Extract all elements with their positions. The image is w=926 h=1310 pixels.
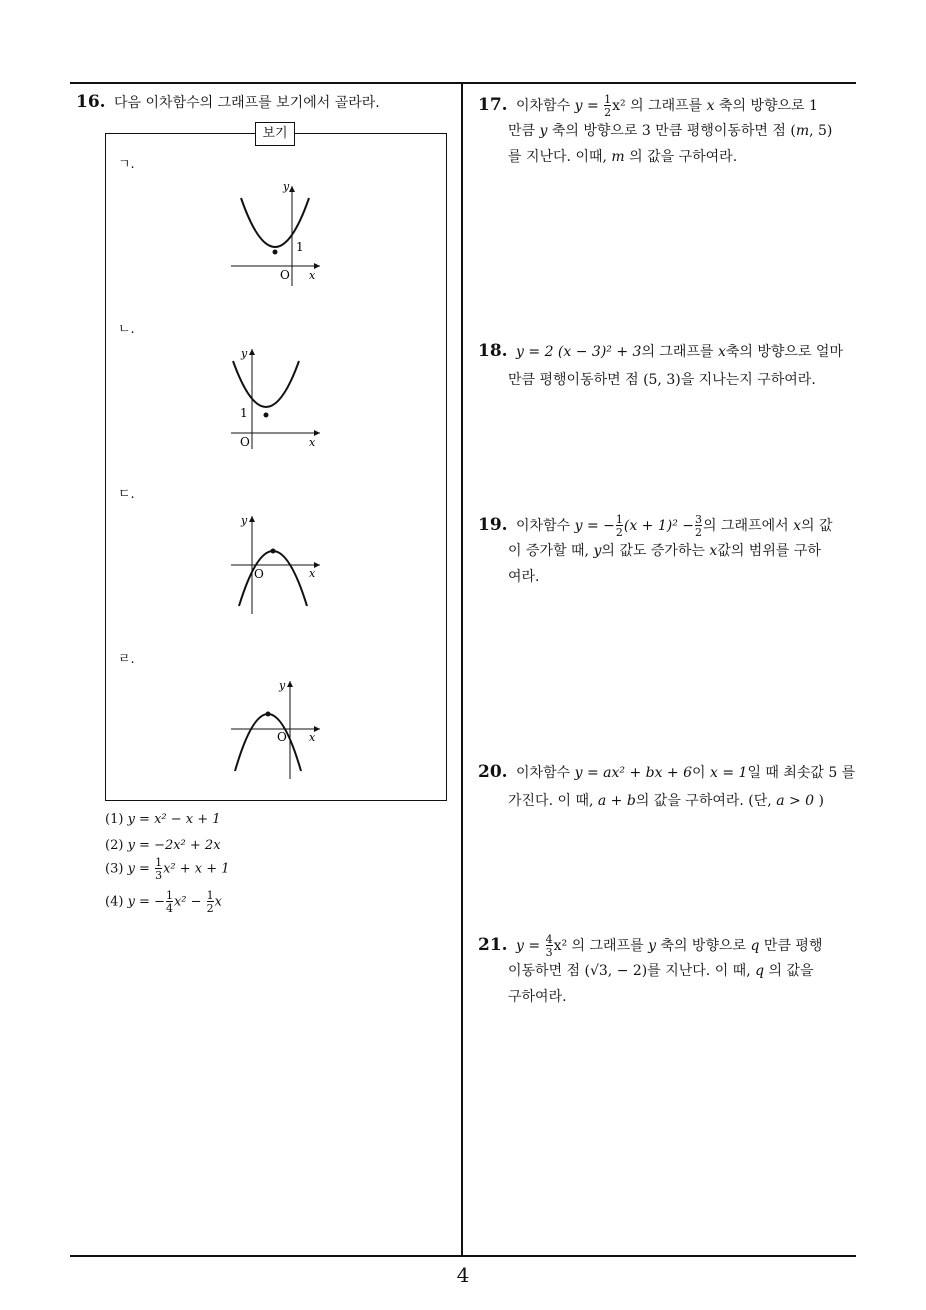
question-line (478, 120, 858, 140)
bogi-item-label: ㄹ. (118, 652, 135, 667)
question-number: 21. (478, 935, 508, 955)
y-intercept-label: 1 (240, 406, 248, 420)
question-line (478, 146, 858, 166)
origin-label: O (277, 730, 287, 744)
bogi-item-label: ㄱ. (118, 157, 135, 172)
origin-label: O (280, 268, 290, 282)
question-number: 18. (478, 341, 508, 361)
math-fragment: x (706, 98, 715, 114)
fraction (616, 514, 623, 538)
math-fragment: y (539, 123, 548, 139)
choice-expression-tail: x² + x + 1 (163, 861, 230, 877)
question-number: 17. (478, 95, 508, 115)
question-number: 19. (478, 515, 508, 535)
math-fragment: y (593, 543, 602, 559)
text-fragment: 의 값도 증가하는 (601, 543, 705, 559)
text-fragment: 가진다. 이 때, (508, 793, 594, 809)
math-fragment: y = 2 (x − 3)² + 3 (516, 344, 642, 360)
math-fragment: x = 1 (710, 765, 748, 781)
question-line: 여라. (508, 569, 540, 585)
question-line (478, 790, 858, 810)
y-axis-arrow (289, 186, 295, 192)
choice-expression-lead: y = (127, 861, 155, 877)
math-fragment: y (648, 938, 656, 954)
text-fragment: 의 값 (801, 518, 833, 534)
fraction (604, 94, 611, 118)
text-fragment: 의 값을 (768, 963, 814, 979)
text-fragment: 이차함수 (516, 765, 571, 781)
text-fragment: 의 그래프에서 (703, 518, 789, 534)
fraction (155, 857, 162, 881)
text-fragment: x² 의 그래프를 (612, 98, 703, 114)
question-line (478, 934, 858, 958)
denominator: 4 (165, 902, 173, 915)
choice-number: (4) (105, 894, 124, 910)
text-fragment: 이 (692, 765, 706, 781)
question-line (478, 341, 858, 361)
text-fragment: 값의 범위를 구하 (717, 543, 821, 559)
question-line (478, 762, 858, 782)
y-intercept-label: 1 (296, 240, 304, 254)
question-line (478, 960, 858, 980)
y-label: y (241, 347, 248, 360)
choice-number: (1) (105, 812, 124, 827)
parabola-curve (235, 714, 301, 771)
choice-expression-lead: y = − (127, 894, 165, 910)
bogi-label: 보기 (255, 122, 295, 146)
choice-number: (2) (105, 838, 124, 853)
text-fragment: 의 그래프를 (641, 344, 714, 360)
numerator: 4 (545, 933, 553, 946)
text-fragment: , 5) (809, 123, 833, 139)
choice-number: (3) (105, 861, 124, 877)
question-line (478, 94, 858, 118)
bottom-rule (70, 1255, 856, 1257)
text-fragment: 이차함수 (516, 98, 571, 114)
math-fragment: y = ax² + bx + 6 (574, 765, 693, 781)
parabola-curve (239, 551, 307, 606)
choice-expression: y = −2x² + 2x (127, 838, 221, 853)
math-fragment: y = − (574, 518, 615, 534)
top-rule (70, 82, 856, 84)
choice-2 (105, 838, 221, 853)
y-label: y (283, 180, 290, 193)
y-axis-arrow (287, 681, 293, 687)
question-18 (478, 341, 858, 389)
denominator: 2 (604, 106, 612, 119)
text-fragment: 축의 방향으로 1 (718, 98, 818, 114)
text-fragment: 이 증가할 때, (508, 543, 589, 559)
text-fragment: 축의 방향으로 (660, 938, 747, 954)
graph-rieul (225, 675, 325, 785)
bogi-item-label: ㄷ. (118, 487, 135, 502)
text-fragment: 이동하면 점 (√3, − 2)를 지난다. 이 때, (508, 963, 751, 979)
question-16 (76, 92, 380, 112)
text-fragment: 의 값을 구하여라. (단, (635, 793, 772, 809)
math-fragment: a > 0 (776, 793, 815, 809)
parabola-curve (233, 361, 299, 407)
question-number: 20. (478, 762, 508, 782)
denominator: 2 (615, 526, 623, 539)
text-fragment: 일 때 최솟값 5 를 (747, 765, 856, 781)
choice-expression: y = x² − x + 1 (127, 812, 221, 827)
graph-giyeok (225, 180, 325, 290)
fraction (546, 934, 553, 958)
question-number: 16. (76, 92, 106, 112)
denominator: 2 (695, 526, 703, 539)
vertex-point (264, 413, 269, 418)
text-fragment: 만큼 평행 (763, 938, 823, 954)
question-21 (478, 934, 858, 1006)
y-axis-arrow (249, 349, 255, 355)
math-fragment: (x + 1)² − (623, 518, 695, 534)
choice-expression-tail: x (214, 894, 223, 910)
text-fragment: 이차함수 (516, 518, 571, 534)
bogi-item-label: ㄴ. (118, 322, 135, 337)
question-text: 다음 이차함수의 그래프를 보기에서 골라라. (114, 95, 380, 111)
vertex-point (273, 250, 278, 255)
origin-label: O (240, 435, 250, 449)
math-fragment: x (709, 543, 718, 559)
math-fragment: a + b (597, 793, 636, 809)
denominator: 2 (206, 902, 214, 915)
math-fragment: x (717, 344, 726, 360)
fraction (695, 514, 702, 538)
text-fragment: 를 지난다. 이때, (508, 149, 607, 165)
text-fragment: x² 의 그래프를 (553, 938, 644, 954)
math-fragment: y = (574, 98, 599, 114)
choice-1 (105, 812, 221, 827)
origin-label: O (254, 567, 264, 581)
text-fragment: 축의 방향으로 3 만큼 평행이동하면 점 ( (551, 123, 796, 139)
math-fragment: m (611, 149, 625, 165)
question-line (478, 514, 858, 538)
numerator: 1 (165, 889, 173, 902)
x-label: x (309, 269, 316, 282)
numerator: 1 (615, 513, 623, 526)
fraction (207, 890, 214, 914)
numerator: 1 (604, 93, 612, 106)
math-fragment: q (750, 938, 760, 954)
numerator: 3 (695, 513, 703, 526)
math-fragment: y = (516, 938, 541, 954)
vertex-point (271, 549, 276, 554)
y-label: y (279, 679, 286, 692)
column-divider (461, 82, 463, 1257)
page-number: 4 (456, 1263, 470, 1287)
numerator: 1 (206, 889, 214, 902)
text-fragment: 의 값을 구하여라. (629, 149, 738, 165)
choice-3 (105, 857, 230, 881)
math-fragment: q (755, 963, 765, 979)
denominator: 3 (155, 869, 163, 882)
question-line: 구하여라. (508, 989, 567, 1005)
question-17 (478, 94, 858, 166)
numerator: 1 (155, 856, 163, 869)
math-fragment: x (793, 518, 801, 534)
y-axis-arrow (249, 516, 255, 522)
text-fragment: ) (818, 793, 824, 809)
graph-nieun (225, 343, 325, 453)
math-fragment: m (795, 123, 810, 139)
question-19 (478, 514, 858, 586)
x-label: x (309, 567, 316, 580)
vertex-point (266, 712, 271, 717)
denominator: 3 (545, 946, 553, 959)
choice-expression-mid: x² − (173, 894, 206, 910)
y-label: y (241, 514, 248, 527)
fraction (166, 890, 173, 914)
question-line: 만큼 평행이동하면 점 (5, 3)을 지나는지 구하여라. (508, 372, 816, 388)
x-label: x (309, 731, 316, 744)
x-label: x (309, 436, 316, 449)
question-line (478, 540, 858, 560)
text-fragment: 축의 방향으로 얼마 (725, 344, 843, 360)
graph-digeut (225, 510, 325, 620)
choice-4 (105, 890, 222, 914)
question-20 (478, 762, 858, 810)
text-fragment: 만큼 (508, 123, 536, 139)
